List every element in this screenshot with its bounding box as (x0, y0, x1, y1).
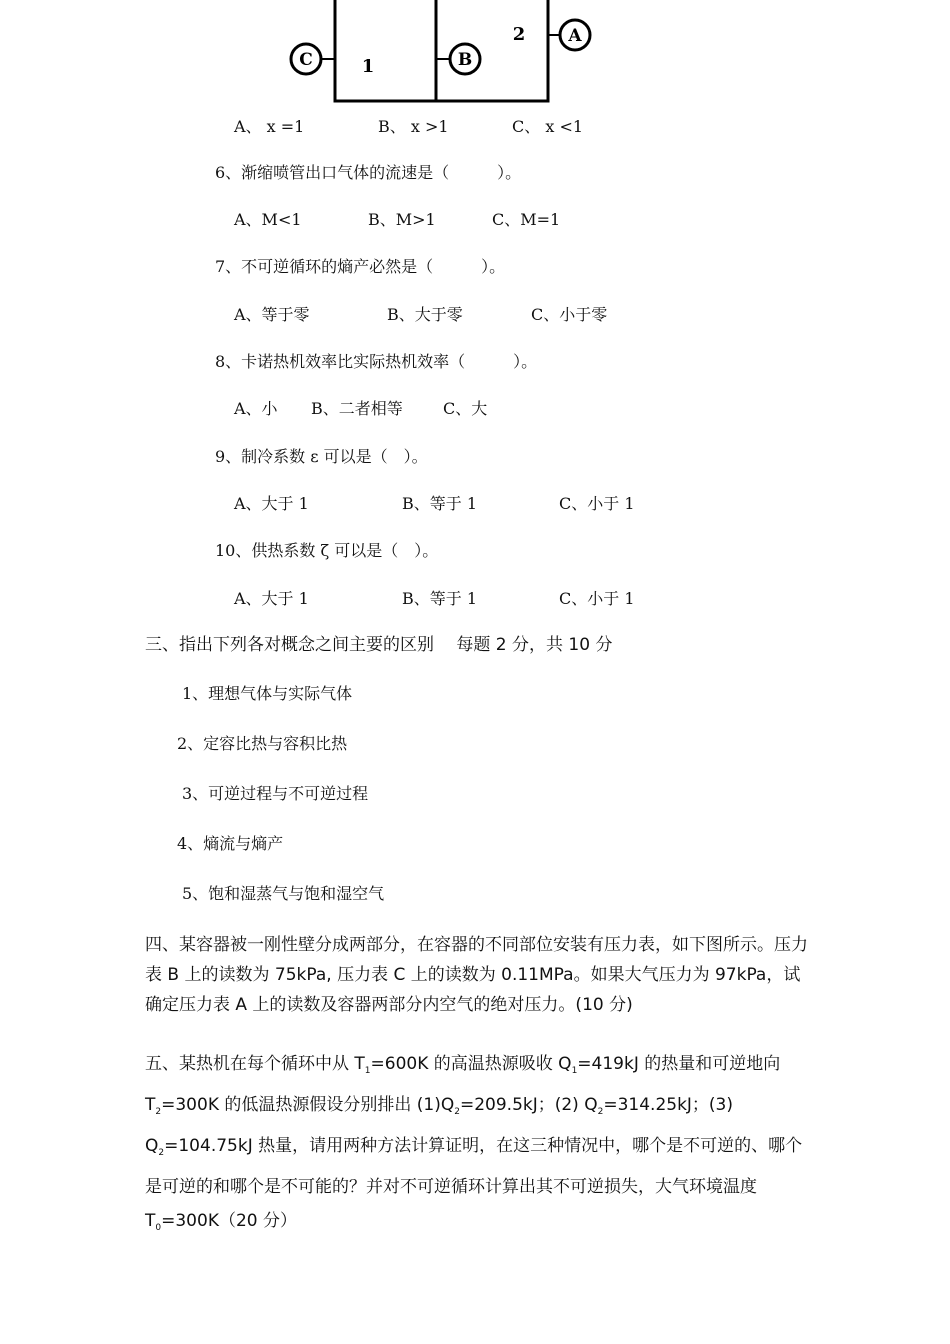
q10-option-b: B、等于 1 (402, 589, 478, 608)
section3-item-3: 3、可逆过程与不可逆过程 (182, 784, 369, 803)
q9-option-c: C、小于 1 (559, 494, 635, 513)
section3-item-2: 2、定容比热与容积比热 (177, 734, 348, 753)
q6-option-a: A、M<1 (234, 210, 302, 229)
q8-option-a: A、小 (234, 399, 278, 418)
section5-problem: 五、某热机在每个循环中从 $T_1=600K$ 的高温热源吸收 $Q_1=419kJ$ 的热量和可逆地向 $T_2=300K$ 的低温热源假设分别排出 $(1)Q_2=209.5kJ$；(2) $Q_2=314.25kJ$；(3) $Q_2=104.75kJ$ 热量，请用两种方法计算证明，在这三种情况中，哪个是不可逆的、哪个是可逆的和哪个是不可能的？并对不可逆循环计算出其不可逆损失，大气环境温度 $T_0=300K(20$ 分） (145, 1054, 803, 1233)
part-2-label: 2 (512, 24, 526, 45)
q5-option-b: B、 x >1 (378, 117, 449, 136)
q9-option-a: A、大于 1 (234, 494, 309, 513)
section3-item-5: 5、饱和湿蒸气与饱和湿空气 (182, 884, 385, 903)
q9-stem: 9、制冷系数 ε 可以是（ ）。 (215, 447, 428, 466)
section3-item-1: 1、理想气体与实际气体 (182, 684, 353, 703)
q7-option-a: A、等于零 (234, 305, 310, 324)
gauge-c-label: C (299, 50, 313, 70)
section3-title: 三、指出下列各对概念之间主要的区别 每题 2 分，共 10 分 (145, 635, 613, 655)
q6-option-c: C、M=1 (492, 210, 561, 229)
gauge-b-label: B (457, 50, 473, 70)
part-1-label: 1 (361, 56, 375, 77)
q10-option-c: C、小于 1 (559, 589, 635, 608)
q6-option-b: B、M>1 (368, 210, 436, 229)
q6-stem: 6、渐缩喷管出口气体的流速是（ ）。 (215, 163, 522, 182)
q10-option-a: A、大于 1 (234, 589, 309, 608)
section4-problem: 四、某容器被一刚性壁分成两部分，在容器的不同部位安装有压力表，如下图所示。压力表 B 上的读数为 75kPa, 压力表 C 上的读数为 0.11MPa。如果大气压力为 97kPa，试确定压力表 A 上的读数及容器两部分内空气的绝对压力。(10 分) (145, 935, 808, 1015)
container-outline (335, 0, 548, 101)
section3-item-4: 4、熵流与熵产 (177, 834, 284, 853)
q5-option-c: C、 x <1 (512, 117, 584, 136)
q9-option-b: B、等于 1 (402, 494, 478, 513)
q7-stem: 7、不可逆循环的熵产必然是（ ）。 (215, 257, 506, 276)
container-diagram (0, 0, 950, 110)
q10-stem: 10、供热系数 ζ 可以是（ ）。 (215, 541, 439, 560)
q8-option-c: C、大 (443, 399, 488, 418)
gauge-a-label: A (568, 26, 582, 46)
q7-option-b: B、大于零 (387, 305, 463, 324)
q8-option-b: B、二者相等 (311, 399, 403, 418)
q7-option-c: C、小于零 (531, 305, 608, 324)
q5-option-a: A、 x =1 (234, 117, 305, 136)
q8-stem: 8、卡诺热机效率比实际热机效率（ ）。 (215, 352, 538, 371)
